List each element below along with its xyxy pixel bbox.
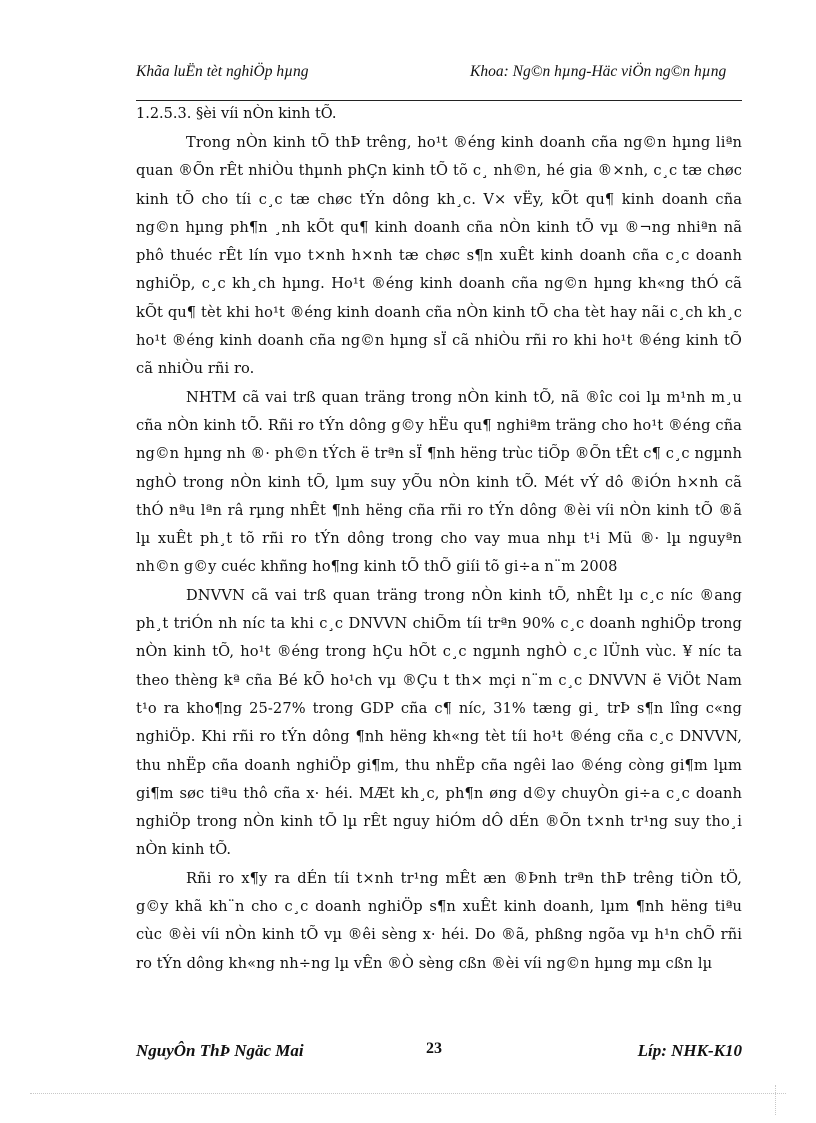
body-text [136,129,742,978]
page-number: 23 [426,1040,442,1057]
footer-class: Líp: NHK-K10 [637,1041,742,1060]
section-heading: 1.2.5.3. §èi víi nÒn kinh tÕ. [136,106,337,122]
paragraph: DNVVN cã vai trß quan träng trong nÒn kinh tÕ, nhÊt lµ c¸c níc ®ang ph¸t triÓn nh níc ta khi c¸c DNVVN chiÕm tíi trªn 90% c¸c doanh nghiÖp trong nÒn kinh tÕ, ho¹t ®éng trong hÇu hÕt c¸c ngµnh nghÒ c¸c lÜnh vùc. ¥ níc ta theo thèng kª cña Bé kÕ ho¹ch vµ ®Çu t th× mçi n¨m c¸c DNVVN ë ViÖt Nam t¹o ra kho¶ng 25-27% trong GDP cña c¶ níc, 31% tæng gi¸ trÞ s¶n lîng c«ng nghiÖp. Khi rñi ro tÝn dông ¶nh hëng kh«ng tèt tíi ho¹t ®éng cña c¸c DNVVN, thu nhËp cña doanh nghiÖp gi¶m, thu nhËp cña ngêi lao ®éng còng gi¶m lµm gi¶m søc tiªu thô cña x· héi. MÆt kh¸c, ph¶n øng d©y chuyÒn gi÷a c¸c doanh nghiÖp trong nÒn kinh tÕ lµ rÊt nguy hiÓm dÔ dÉn ®Õn t×nh tr¹ng suy tho¸i nÒn kinh tÕ. [136,586,742,859]
header-faculty: Khoa: Ng©n hµng-Häc viÖn ng©n hµng [470,63,727,80]
header-thesis-title: Khãa luËn tèt nghiÖp hµng [136,63,309,80]
paragraph: Trong nÒn kinh tÕ thÞ trêng, ho¹t ®éng kinh doanh cña ng©n hµng liªn quan ®Õn rÊt nhiÒu thµnh phÇn kinh tÕ tõ c¸ nh©n, hé gia ®×nh, c¸c tæ chøc kinh tÕ cho tíi c¸c tæ chøc tÝn dông kh¸c. V× vËy, kÕt qu¶ kinh doanh cña ng©n hµng ph¶n ¸nh kÕt qu¶ kinh doanh cña nÒn kinh tÕ vµ ®¬ng nhiªn nã phô thuéc rÊt lín vµo t×nh h×nh tæ chøc s¶n xuÊt kinh doanh cña c¸c doanh nghiÖp, c¸c kh¸ch hµng. Ho¹t ®éng kinh doanh cña ng©n hµng kh«ng thÓ cã kÕt qu¶ tèt khi ho¹t ®éng kinh doanh cña nÒn kinh tÕ cha tèt hay nãi c¸ch kh¸c ho¹t ®éng kinh doanh cña ng©n hµng sÏ cã nhiÒu rñi ro khi ho¹t ®éng kinh tÕ cã nhiÒu rñi ro. [136,134,742,378]
page-boundary-right [775,1085,776,1115]
paragraph: NHTM cã vai trß quan träng trong nÒn kinh tÕ, nã ®îc coi lµ m¹nh m¸u cña nÒn kinh tÕ. Rñi ro tÝn dông g©y hËu qu¶ nghiªm träng cho ho¹t ®éng cña ng©n hµng nh ®· ph©n tÝch ë trªn sÏ ¶nh hëng trùc tiÕp ®Õn tÊt c¶ c¸c ngµnh nghÒ trong nÒn kinh tÕ, lµm suy yÕu nÒn kinh tÕ. Mét vÝ dô ®iÓn h×nh cã thÓ nªu lªn râ rµng nhÊt ¶nh hëng cña rñi ro tÝn dông ®èi víi nÒn kinh tÕ ®ã lµ xuÊt ph¸t tõ rñi ro tÝn dông trong cho vay mua nhµ t¹i Mü ®· lµ nguyªn nh©n g©y cuéc khñng ho¶ng kinh tÕ thÕ giíi tõ gi÷a n¨m 2008 [136,388,742,576]
footer-author: NguyÔn ThÞ Ngäc Mai [136,1041,304,1060]
header-divider [136,100,742,101]
page-boundary-bottom [30,1093,786,1094]
paragraph: Rñi ro x¶y ra dÉn tíi t×nh tr¹ng mÊt æn ®Þnh trªn thÞ trêng tiÒn tÖ, g©y khã kh¨n cho c¸c doanh nghiÖp s¶n xuÊt kinh doanh, lµm ¶nh hëng tiªu cùc ®èi víi nÒn kinh tÕ vµ ®êi sèng x· héi. Do ®ã, phßng ngõa vµ h¹n chÕ rñi ro tÝn dông kh«ng nh÷ng lµ vÊn ®Ò sèng cßn ®èi víi ng©n hµng mµ cßn lµ [136,869,742,972]
